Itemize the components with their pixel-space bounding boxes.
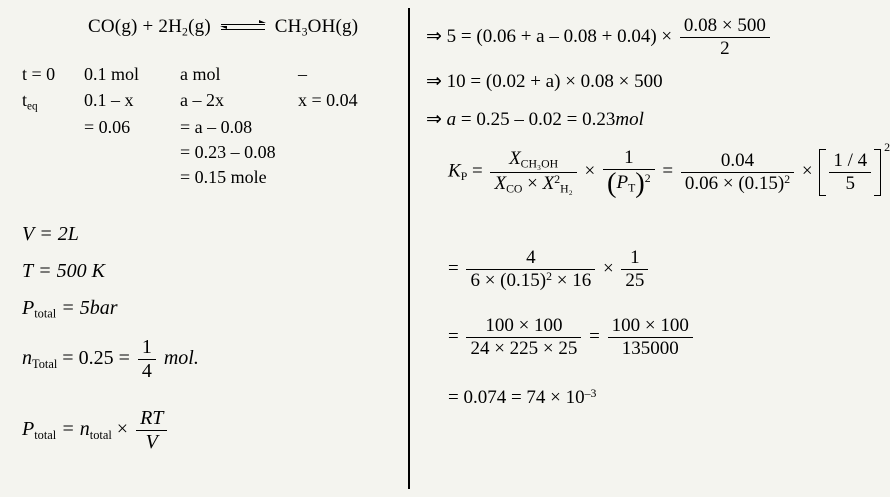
moles-fraction-denominator: 4 bbox=[141, 359, 152, 382]
denominator-text: 0.06 × (0.15) bbox=[684, 172, 785, 194]
right-paren: ) bbox=[635, 167, 645, 199]
row-label bbox=[22, 115, 84, 140]
numeric-fraction bbox=[681, 151, 794, 194]
step2-fraction-2 bbox=[621, 248, 648, 291]
volume-symbol: V bbox=[22, 223, 35, 245]
ideal-pressure-symbol: P bbox=[22, 417, 35, 440]
solution-line-1-text: 5 = (0.06 + a – 0.08 + 0.04) × bbox=[446, 25, 673, 47]
fraction-denominator bbox=[466, 270, 595, 291]
denominator-exponent: 2 bbox=[546, 269, 552, 283]
kp-subscript: P bbox=[460, 170, 468, 184]
times-operator: × bbox=[527, 172, 538, 194]
moles-fraction bbox=[138, 337, 156, 382]
solution-step-3 bbox=[448, 316, 696, 359]
step3-fraction-2 bbox=[608, 316, 693, 359]
fraction-numerator: 100 × 100 bbox=[466, 316, 581, 338]
table-row bbox=[22, 62, 398, 88]
kp-symbol: K bbox=[448, 160, 461, 182]
fraction-numerator: 0.04 bbox=[681, 151, 794, 173]
row-label bbox=[22, 165, 84, 190]
solution-line-3-unit: mol bbox=[615, 109, 644, 130]
kp-expression bbox=[448, 139, 890, 199]
denominator-text: 6 × (0.15) bbox=[470, 270, 547, 292]
denominator-tail: × 16 bbox=[551, 270, 592, 292]
kp-equals: = bbox=[471, 160, 483, 182]
ice-table bbox=[22, 62, 398, 190]
fraction-numerator: 4 bbox=[466, 248, 595, 270]
equals-sign-2: = bbox=[589, 325, 600, 347]
kp-equals-2: = bbox=[662, 160, 674, 182]
denominator-exponent: 2 bbox=[784, 172, 791, 186]
moles-subscript: Total bbox=[32, 356, 58, 371]
left-column bbox=[0, 0, 408, 497]
ideal-n-subscript: total bbox=[89, 427, 112, 442]
x-symbol: X bbox=[509, 147, 521, 169]
fraction-denominator: 24 × 225 × 25 bbox=[470, 337, 578, 359]
row-label bbox=[22, 88, 84, 114]
p-symbol: P bbox=[616, 172, 629, 194]
ideal-equals: = n bbox=[61, 417, 90, 440]
moles-value: = 0.25 = bbox=[62, 346, 130, 369]
solution-step-2 bbox=[448, 248, 651, 291]
left-paren: ( bbox=[606, 167, 617, 199]
right-column bbox=[424, 0, 890, 497]
solution-line-2 bbox=[426, 72, 663, 92]
cell-h2: a mol bbox=[180, 64, 221, 84]
cell-meoh bbox=[298, 165, 398, 190]
x-subscript: CH₃OH bbox=[520, 157, 559, 171]
temperature-line bbox=[22, 261, 199, 282]
ideal-fraction-denominator: V bbox=[145, 430, 158, 453]
x-subscript: H₂ bbox=[560, 182, 573, 196]
cell-meoh bbox=[298, 140, 398, 165]
x-symbol: X bbox=[542, 172, 555, 194]
equation-product-tail: OH(g) bbox=[307, 16, 359, 37]
cell-co bbox=[84, 140, 180, 165]
fraction-denominator: 135000 bbox=[621, 337, 679, 359]
column-divider bbox=[408, 8, 410, 489]
fraction-numerator bbox=[490, 149, 576, 173]
equation-reactants: CO(g) + 2H bbox=[88, 16, 182, 37]
implies-arrow-icon: ⇒ bbox=[426, 109, 442, 130]
p-exponent: 2 bbox=[644, 172, 651, 185]
variable-a: a bbox=[446, 109, 457, 130]
given-values bbox=[22, 224, 199, 479]
cell-h2: a – 2x bbox=[180, 90, 224, 111]
solution-line-3 bbox=[426, 110, 644, 130]
fraction-numerator: 1 bbox=[621, 248, 648, 270]
volume-value: = 2L bbox=[39, 223, 79, 245]
cell-h2: = 0.23 – 0.08 bbox=[180, 141, 276, 162]
equation-reactant-tail: (g) bbox=[188, 16, 211, 37]
times-operator: × bbox=[602, 257, 614, 279]
mole-fraction-ratio bbox=[490, 149, 576, 196]
row-label-text: t bbox=[22, 90, 28, 111]
cell-co: 0.1 mol bbox=[84, 64, 140, 84]
times-operator: × bbox=[584, 160, 596, 182]
table-row bbox=[22, 140, 398, 165]
pressure-fraction bbox=[603, 148, 655, 197]
row-label bbox=[22, 140, 84, 165]
equation-product-sub: 3 bbox=[301, 25, 308, 39]
pressure-value: = 5bar bbox=[61, 297, 118, 319]
step3-fraction-1 bbox=[466, 316, 581, 359]
step2-fraction-1 bbox=[466, 248, 595, 291]
cell-h2: = 0.15 mole bbox=[180, 166, 267, 187]
table-row bbox=[22, 165, 398, 190]
temperature-value: = 500 K bbox=[38, 260, 105, 282]
equation-reactant-sub: 2 bbox=[182, 25, 189, 39]
final-answer-exponent: –3 bbox=[584, 387, 597, 400]
row-label bbox=[22, 62, 84, 88]
fraction-denominator bbox=[603, 167, 655, 199]
table-row bbox=[22, 115, 398, 140]
fraction-numerator: 100 × 100 bbox=[608, 316, 693, 338]
moles-fraction-numerator: 1 bbox=[138, 337, 156, 360]
solution-line-1-fraction bbox=[680, 16, 770, 59]
fraction-denominator: 5 bbox=[845, 172, 855, 194]
fraction-numerator: 0.08 × 500 bbox=[680, 16, 770, 38]
cell-meoh: x = 0.04 bbox=[298, 90, 358, 111]
fraction-denominator: 2 bbox=[720, 37, 730, 59]
ideal-pressure-subscript: total bbox=[34, 427, 57, 442]
table-row bbox=[22, 88, 398, 114]
p-subscript: T bbox=[628, 181, 636, 195]
times-operator: × bbox=[801, 160, 813, 182]
fraction-numerator: 1 / 4 bbox=[829, 151, 871, 173]
row-label-text: t = 0 bbox=[22, 64, 56, 84]
solution-line-3-text: = 0.25 – 0.02 = 0.23 bbox=[460, 109, 616, 130]
x-subscript: CO bbox=[506, 182, 523, 196]
solution-final-answer bbox=[448, 388, 596, 408]
ideal-fraction bbox=[136, 408, 167, 453]
pressure-symbol: P bbox=[22, 297, 35, 319]
ideal-times: × bbox=[116, 417, 129, 440]
ideal-gas-line bbox=[22, 408, 199, 453]
solution-line-2-text: 10 = (0.02 + a) × 0.08 × 500 bbox=[446, 71, 663, 92]
x-exponent: 2 bbox=[554, 172, 561, 186]
equals-sign: = bbox=[448, 325, 459, 347]
equilibrium-arrow-icon bbox=[221, 21, 265, 35]
chemical-equation bbox=[88, 16, 358, 40]
ideal-fraction-numerator: RT bbox=[136, 408, 167, 431]
cell-co: = 0.06 bbox=[84, 116, 131, 137]
final-answer-text: = 0.074 = 74 × 10 bbox=[448, 387, 585, 409]
pressure-total-line bbox=[22, 298, 199, 321]
pressure-subscript: total bbox=[34, 306, 57, 321]
implies-arrow-icon: ⇒ bbox=[426, 71, 442, 92]
bracket-exponent: 2 bbox=[884, 139, 890, 154]
cell-meoh bbox=[298, 115, 398, 140]
x-symbol: X bbox=[494, 172, 507, 194]
cell-co: 0.1 – x bbox=[84, 90, 134, 111]
cell-co bbox=[84, 165, 180, 190]
fraction-denominator bbox=[490, 173, 576, 196]
bracket-fraction bbox=[829, 151, 871, 194]
equals-sign: = bbox=[448, 257, 459, 279]
equation-product: CH bbox=[274, 16, 302, 37]
moles-symbol: n bbox=[22, 346, 32, 369]
solution-line-1 bbox=[426, 16, 773, 59]
fraction-denominator: 25 bbox=[625, 270, 645, 291]
fraction-denominator bbox=[681, 173, 794, 194]
moles-total-line bbox=[22, 337, 199, 382]
temperature-symbol: T bbox=[22, 260, 34, 282]
cell-meoh: – bbox=[298, 64, 307, 84]
row-label-sub: eq bbox=[27, 100, 38, 113]
cell-h2: = a – 0.08 bbox=[180, 116, 253, 137]
volume-line bbox=[22, 224, 199, 245]
fraction-numerator: 1 bbox=[603, 148, 655, 170]
moles-unit: mol. bbox=[163, 346, 199, 369]
bracket-group bbox=[819, 139, 890, 194]
implies-arrow-icon: ⇒ bbox=[426, 25, 442, 47]
